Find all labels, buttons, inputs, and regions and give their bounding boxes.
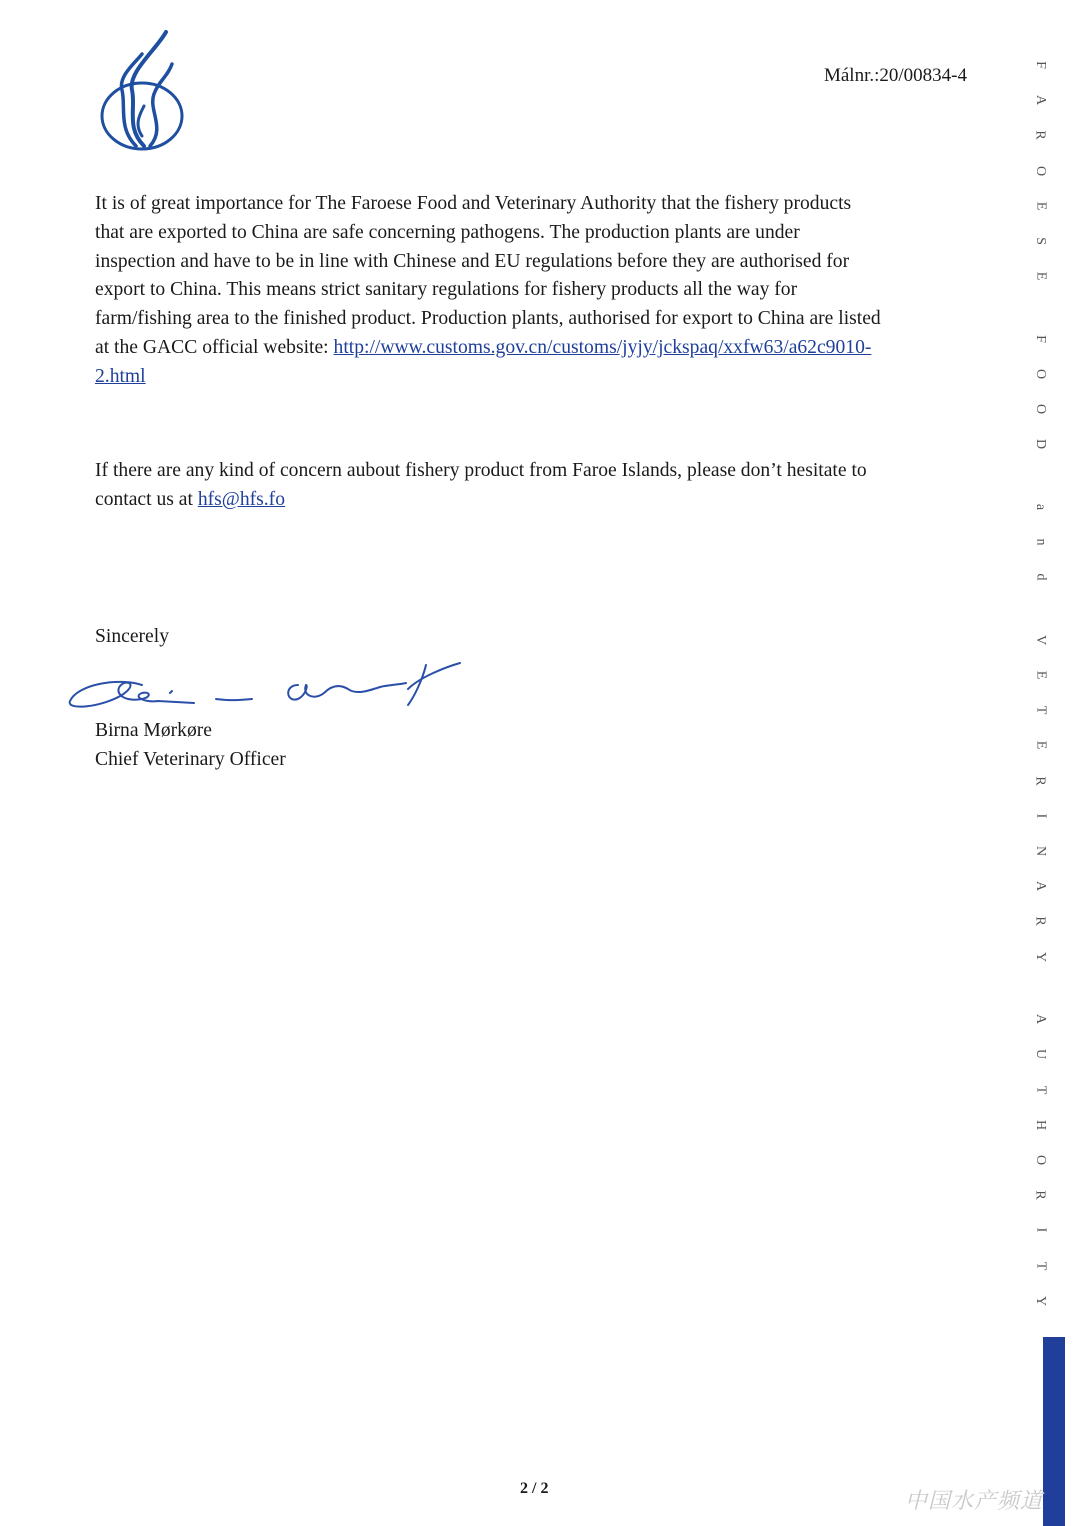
side-text-letter: a (1033, 503, 1048, 510)
side-text-letter: D (1033, 439, 1048, 450)
side-text-letter: N (1033, 845, 1048, 857)
side-text-letter: F (1032, 334, 1048, 343)
watermark: 中国水产频道 (905, 1489, 1044, 1514)
side-text-letter: H (1033, 1119, 1048, 1130)
signatory-title: Chief Veterinary Officer (95, 749, 286, 770)
brand-color-bar (1043, 1337, 1065, 1526)
paragraph-line (95, 334, 975, 363)
side-text-letter: O (1033, 165, 1048, 176)
paragraph-line: inspection and have to be in line with Chinese and EU regulations before they are authorised for (95, 250, 850, 272)
paragraph-line: that are exported to China are safe concerning pathogens. The production plants are under (95, 221, 800, 243)
side-text-letter: R (1033, 775, 1048, 786)
paragraph-line: If there are any kind of concern aubout fishery product from Faroe Islands, please don’t hesitate to (95, 460, 867, 481)
side-text-letter: O (1033, 404, 1048, 415)
side-text-letter: E (1033, 201, 1048, 211)
side-text-letter: E (1033, 741, 1048, 750)
vertical-authority-name (1028, 58, 1052, 1308)
side-text-letter: Y (1033, 951, 1048, 962)
signatory-name: Birna Mørkøre (95, 720, 212, 741)
paragraph-line: farm/fishing area to the finished product. Production plants, authorised for export to China are listed (95, 308, 881, 330)
paragraph-importance (95, 190, 975, 392)
side-text-letter: O (1033, 368, 1048, 380)
side-text-letter: I (1032, 1228, 1048, 1233)
side-text-letter: F (1032, 61, 1048, 69)
page-number: 2 / 2 (520, 1480, 549, 1497)
side-text-letter: E (1033, 272, 1048, 281)
side-text-letter: S (1032, 237, 1048, 245)
paragraph-line (95, 363, 975, 392)
gacc-website-link[interactable]: http://www.customs.gov.cn/customs/jyjy/jckspaq/xxfw63/a62c9010- (333, 336, 872, 358)
side-text-letter: U (1033, 1049, 1048, 1060)
side-text-letter: T (1033, 1085, 1048, 1094)
side-text-letter: Y (1033, 1295, 1048, 1306)
side-text-letter: A (1033, 95, 1048, 106)
side-text-letter: R (1033, 1190, 1048, 1200)
authority-logo (96, 28, 188, 152)
email-link[interactable]: hfs@hfs.fo (197, 488, 286, 510)
side-text-letter: V (1033, 634, 1048, 645)
side-text-letter: R (1033, 916, 1048, 927)
paragraph-line (95, 486, 975, 515)
side-text-letter: T (1033, 705, 1048, 715)
side-text-letter: T (1033, 1261, 1048, 1270)
handwritten-signature (62, 655, 482, 723)
side-text-letter: E (1033, 670, 1048, 680)
paragraph-line: It is of great importance for The Faroese Food and Veterinary Authority that the fishery products (95, 193, 852, 214)
link-prefix: at the GACC official website: (95, 336, 334, 358)
side-text-letter: I (1032, 813, 1048, 819)
side-text-letter: n (1033, 538, 1048, 546)
contact-prefix: contact us at (95, 488, 198, 510)
paragraph-line: export to China. This means strict sanitary regulations for fishery products all the way for (95, 279, 798, 301)
side-text-letter: A (1033, 881, 1048, 892)
side-text-letter: O (1033, 1154, 1048, 1166)
side-text-letter: d (1033, 573, 1048, 581)
reference-number: Málnr.:20/00834-4 (823, 65, 967, 86)
gacc-website-link-continued[interactable]: 2.html (95, 365, 146, 387)
side-text-letter: R (1033, 130, 1048, 141)
paragraph-contact (95, 457, 975, 515)
closing-salutation: Sincerely (95, 626, 169, 647)
side-text-letter: A (1033, 1014, 1048, 1025)
